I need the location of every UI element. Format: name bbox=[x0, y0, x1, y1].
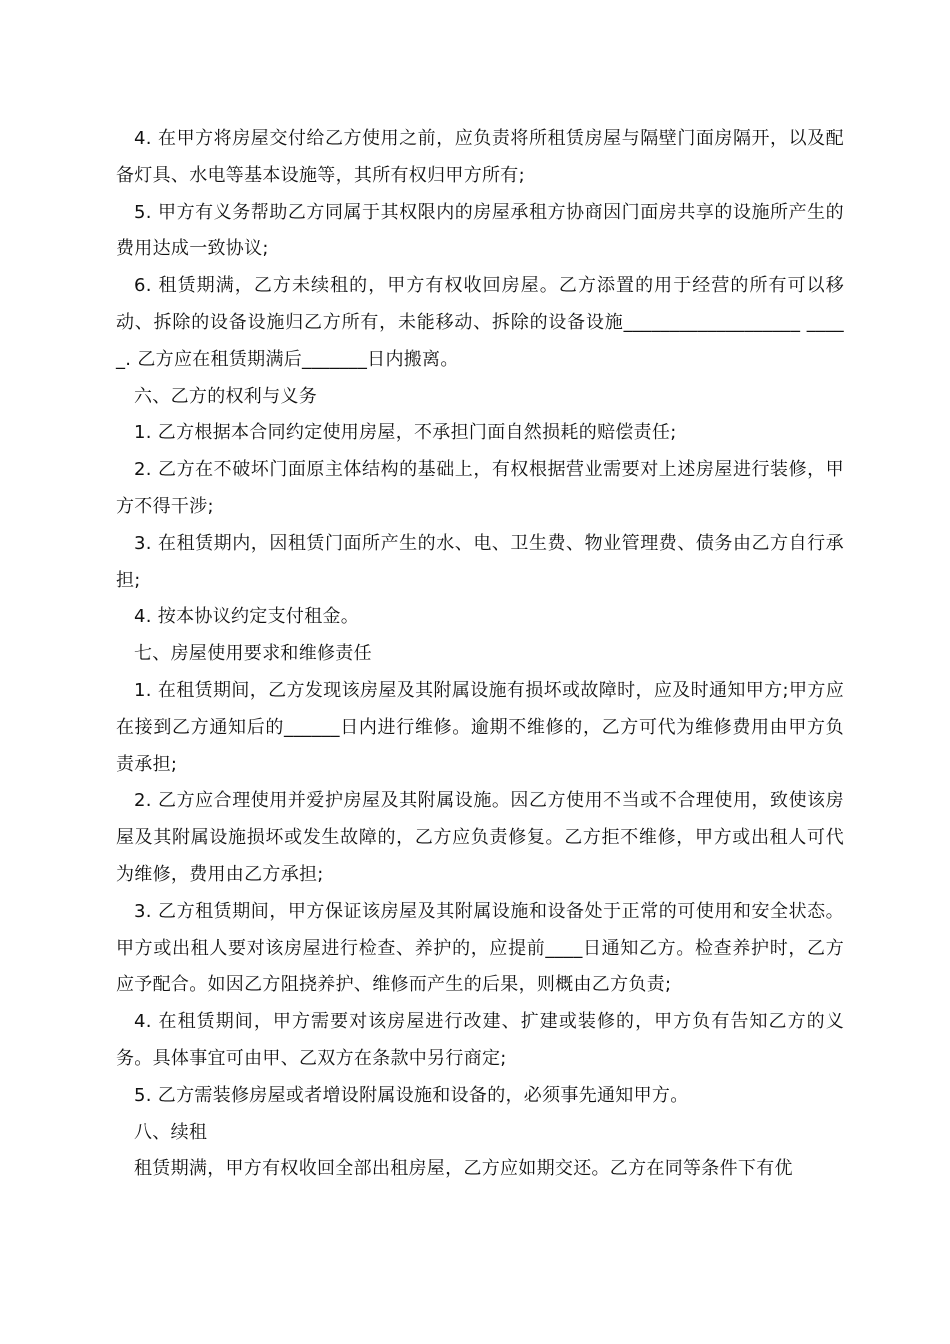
section-heading-6: 六、乙方的权利与义务 bbox=[134, 385, 317, 407]
clause-7-item-3: 3. 乙方租赁期间，甲方保证该房屋及其附属设施和设备处于正常的可使用和安全状态。甲方或出租人要对该房屋进行检查、养护的，应提前____日通知乙方。检查养护时，乙方应予配合。如因乙方阻挠养护、维修而产生的后果，则概由乙方负责; bbox=[116, 900, 844, 996]
document-body bbox=[116, 121, 844, 1188]
clause-6-item-1: 1. 乙方根据本合同约定使用房屋，不承担门面自然损耗的赔偿责任; bbox=[134, 422, 677, 444]
clause-6-item-2: 2. 乙方在不破坏门面原主体结构的基础上，有权根据营业需要对上述房屋进行装修，甲方不得干涉; bbox=[116, 459, 844, 517]
clause-5-item-5: 5. 甲方有义务帮助乙方同属于其权限内的房屋承租方协商因门面房共享的设施所产生的费用达成一致协议; bbox=[116, 201, 844, 260]
clause-8-text: 租赁期满，甲方有权收回全部出租房屋，乙方应如期交还。乙方在同等条件下有优 bbox=[134, 1158, 793, 1180]
clause-6-item-3: 3. 在租赁期内，因租赁门面所产生的水、电、卫生费、物业管理费、债务由乙方自行承担; bbox=[116, 532, 844, 591]
clause-7-item-5: 5. 乙方需装修房屋或者增设附属设施和设备的，必须事先通知甲方。 bbox=[134, 1084, 689, 1106]
clause-7-item-4: 4. 在租赁期间，甲方需要对该房屋进行改建、扩建或装修的，甲方负有告知乙方的义务。具体事宜可由甲、乙双方在条款中另行商定; bbox=[116, 1011, 844, 1069]
clause-5-item-6: 6. 租赁期满，乙方未续租的，甲方有权收回房屋。乙方添置的用于经营的所有可以移动、拆除的设备设施归乙方所有，未能移动、拆除的设备设施___________________ _____. 乙方应在租赁期满后_______日内搬离。 bbox=[116, 275, 844, 370]
clause-5-item-4: 4. 在甲方将房屋交付给乙方使用之前，应负责将所租赁房屋与隔壁门面房隔开，以及配备灯具、水电等基本设施等，其所有权归甲方所有; bbox=[116, 128, 844, 186]
clause-7-item-2: 2. 乙方应合理使用并爱护房屋及其附属设施。因乙方使用不当或不合理使用，致使该房屋及其附属设施损坏或发生故障的，乙方应负责修复。乙方拒不维修，甲方或出租人可代为维修，费用由乙方承担; bbox=[116, 790, 844, 885]
section-heading-8: 八、续租 bbox=[134, 1121, 208, 1143]
clause-6-item-4: 4. 按本协议约定支付租金。 bbox=[134, 606, 360, 628]
clause-7-item-1: 1. 在租赁期间，乙方发现该房屋及其附属设施有损坏或故障时，应及时通知甲方;甲方应在接到乙方通知后的______日内进行维修。逾期不维修的，乙方可代为维修费用由甲方负责承担; bbox=[116, 679, 844, 775]
section-heading-7: 七、房屋使用要求和维修责任 bbox=[134, 643, 372, 665]
